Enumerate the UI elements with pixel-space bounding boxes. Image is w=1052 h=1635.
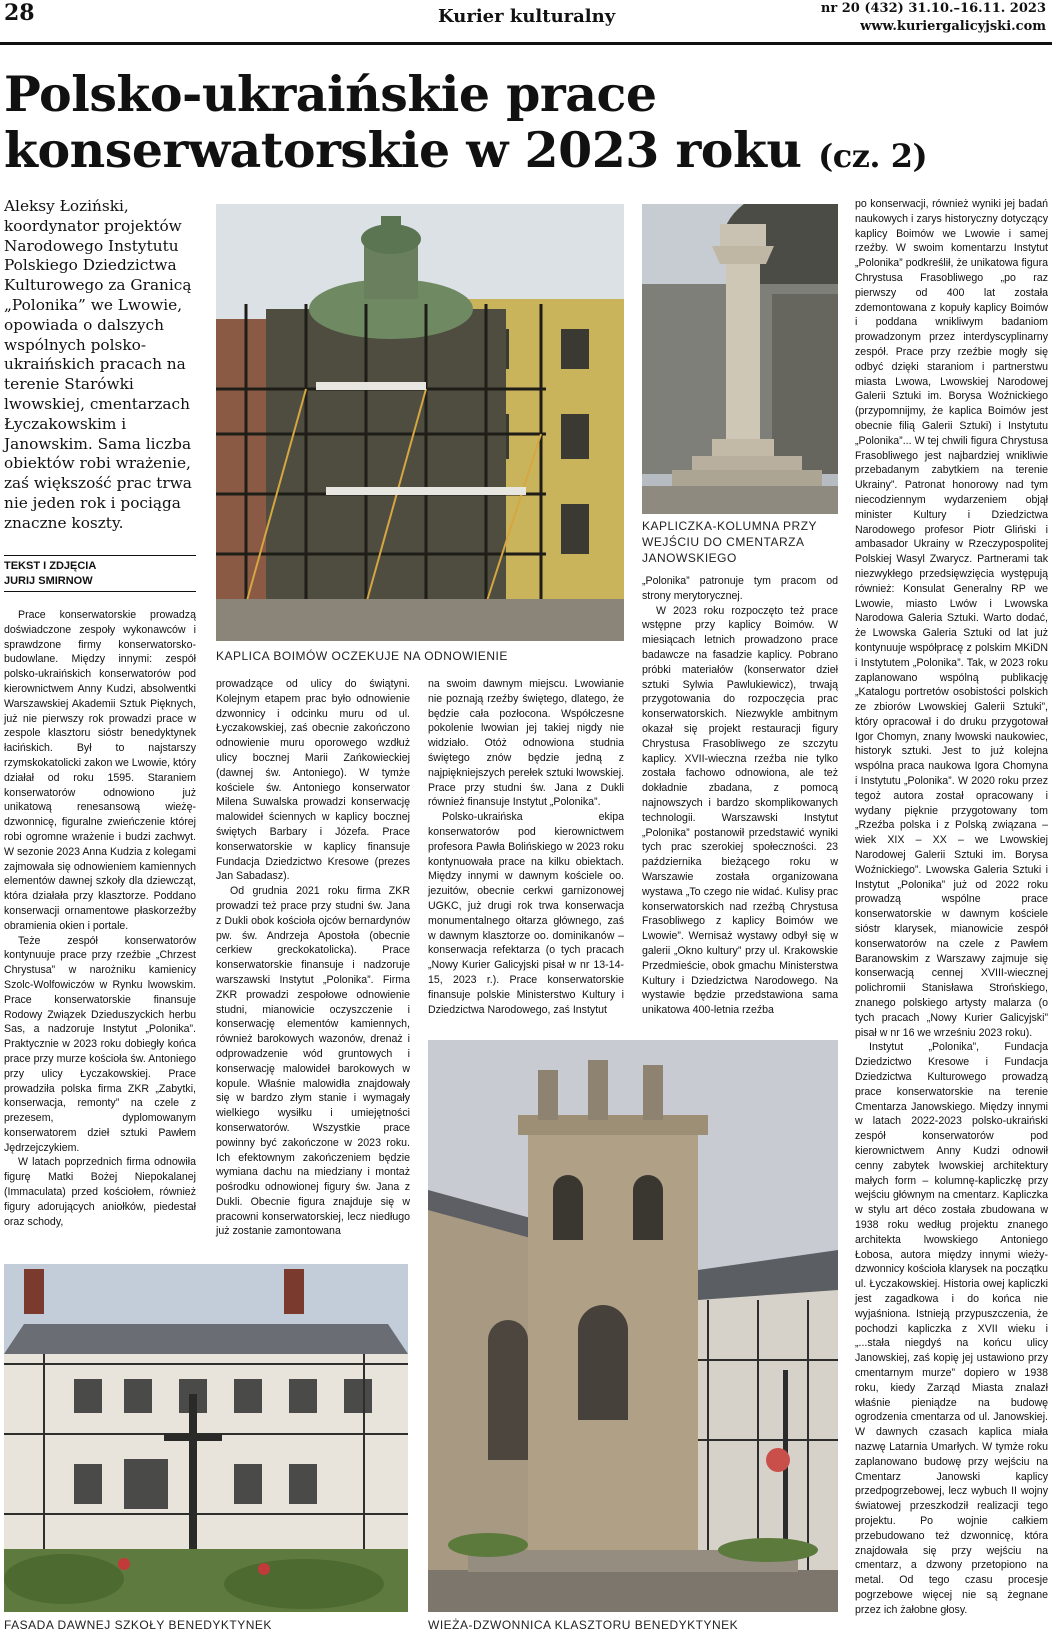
paragraph: prowadzące od ulicy do świątyni. Kolejnym etapem prac było odnowienie dzwonnicy i odcinku muru od ul. Łyczakowskiej, zaś obecnie zakończono odnowienie muru oporowego wzdłuż ulicy bocznej Marii Zańkowieckiej (dawnej św. Antoniego). W tymże kościele św. Antoniego konserwator Milena Suwalska prowadzi konserwację malowideł ściennych w kaplicy bocznej świętych Barbary i Józefa. Prace konserwatorskie w kaplicy finansuje Fundacja Dziedzictwo Kresowe (prezes Jan Sabadasz). — [216, 678, 410, 883]
photo-boim-chapel — [216, 204, 624, 641]
article-title-main: Polsko-ukraińskie prace konserwatorskie w 2023 roku — [4, 65, 802, 179]
page-number: 28 — [4, 0, 35, 26]
text-column-2 — [216, 677, 410, 1239]
paragraph: Instytut „Polonika”, Fundacja Dziedzictwo Kresowe i Fundacja Dziedzictwa Kulturowego prowadzą prace konserwatorskie na terenie Cmentarza Janowskiego. Między innymi w latach 2022-2023 polsko-ukraiński zespół konserwatorów pod kierownictwem Anny Kudzi odnowił cenny zabytek lwowskiej architektury małych form – kolumnę-kapliczkę przy wejściu głównym na cmentarz. Kapliczka w stylu art déco została zbudowana w 1938 roku według projektu znanego architekta lwowskiego Antoniego Łobosa, autora między innymi wieży-dzwonnicy kościoła klarysek na początku ul. Łyczakowskiej. Historia owej kapliczki jest zagadkowa i do końca nie wyjaśniona. Istnieją przypuszczenia, że pochodzi kapliczka z XVII wieku i „...stała niegdyś na końcu ulicy Janowskiej, zaś kopię jej ustawiono przy cmentarnym murze” dopiero w 1938 roku, kiedy Zarząd Miasta znalazł właśnie pieniądze na budowę ogrodzenia cmentarza od ul. Janowskiej. W dawnych czasach kaplica miała nazwę Latarnia Umarłych. W tymże roku zaplanowano budowę przy wejściu na Cmentarz Janowski kaplicy przedpogrzebowej, lecz wybuch II wojny światowej przeszkodził realizacji tego projektu. Po wojnie całkiem przebudowano też dzwonnicę, która znajdowała się przy wejściu na cmentarz, a dzwony przetopiono na metal. Od tego czasu procesje pogrzebowe więcej nie są żegnane przez ich żałobne głosy. — [855, 1041, 1048, 1616]
paragraph: W 2023 roku rozpoczęto też prace wstępne przy kaplicy Boimów. W miesiącach letnich prowadzono prace badawcze na fasadzie kaplicy. Pobrano próbki materiałów (konserwator dzieł sztuki Sylwia Pawlukiewicz), trwają przygotowania do rozpoczęcia prac konserwatorskich. Niezwykle ambitnym okazał się projekt restauracji figury Chrystusa Frasobliwego ze szczytu kaplicy. XVII-wieczna rzeźba nie tylko została fachowo odnowiona, ale też dokładnie zbadana, z pomocą najnowszych i bardzo skomplikowanych technologii. Warszawski Instytut „Polonika” postanowił przedstawić wyniki tych prac szerokiej społeczności. 23 października bieżącego roku w Warszawie została organizowana wystawa „To czego nie widać. Kulisy prac konserwatorskich nad rzeźbą Chrystusa Frasobliwego z kaplicy Boimów we Lwowie”. Wernisaż wystawy odbył się w galerii „Okno kultury” przy ul. Krakowskie Przedmieście, obok gmachu Ministerstwa Kultury i Dziedzictwa Narodowego. Na wystawie będzie przedstawiona sama unikatowa 400-letnia rzeźba — [642, 604, 838, 1017]
photo-bell-tower — [428, 1040, 838, 1612]
paragraph: po konserwacji, również wyniki jej badań naukowych i zarys historyczny dotyczący kaplicy Boimów we Lwowie i samej rzeźby. W swoim komentarzu Instytut „Polonika” podkreślił, że unikatowa figura Chrystusa Frasobliwego „po raz pierwszy od 400 lat została zdemontowana z kopuły kaplicy Boimów i poddana wnikliwym badaniom prowadzonym przez interdyscyplinarny zespół. Prace przy rzeźbie mogły się odbyć dzięki staraniom i partnerstwu miasta Lwowa, Lwowskiej Narodowej Galerii Sztuki im. Borysa Woźnickiego (przypomnijmy, że kaplica Boimów jest obecnie filią Galerii Sztuki) i Instytutu „Polonika”... W tej chwili figura Chrystusa Frasobliwego jest najbardziej wnikliwie przebadanym zabytkiem na terenie Ukrainy”. Patronat honorowy nad tym niecodziennym wydarzeniem objął minister Kultury i Dziedzictwa Narodowego profesor Piotr Gliński i ambasador Ukrainy w Rzeczypospolitej Polskiej Wasyl Zwarycz. Partnerami tak niezwykłego przedsięwzięcia występują również: Konsulat Generalny RP we Lwowie, miasto Lwów i Lwowska Narodowa Galeria Sztuki. Warto dodać, że Lwowska Galeria Sztuki od lat już kontynuuje współpracę z polskim MKiDN i Instytutem „Polonika”. Tak, w 2023 roku zaplanowano wspólną publikację „Katalogu portretów osobistości polskich ze zbiorów Lwowskiej Galerii Sztuki”, który opracował i do druku przygotował Igor Chomyn, znany lwowski naukowiec, historyk sztuki. Jest to już kolejna wspólna praca naukowa Igora Chomyna i Instytutu „Polonika”. W 2020 roku przez tegoż autora został opracowany i wydany pięknie przygotowany tom „Rzeźba polska i z Polską związana – wiek XIX – XX – we Lwowskiej Narodowej Galerii Sztuki im. Borysa Woźnickiego”. Lwowska Galeria Sztuki i Instytut „Polonika” już od 2022 roku prowadzą wspólne prace konserwatorskie w dawnym kościele sióstr klarysek, mianowicie zespół konserwatorów na czele z Pawłem Baranowskim z Warszawy zajmuje się konserwacją cennej XVIII-wiecznej polichromii Stanisława Strońskiego, znanego polskiego artysty malarza (o tych pracach „Nowy Kurier Galicyjski” pisał w nr 16 we wrześniu 2023 roku). — [855, 198, 1048, 1039]
photo-school-facade — [4, 1264, 408, 1612]
header-rule — [0, 42, 1052, 45]
author-credit — [4, 559, 196, 589]
photo-caption: KAPLICA BOIMÓW OCZEKUJE NA ODNOWIENIE — [216, 649, 508, 663]
issue-number: nr 20 (432) 31.10.–16.11. 2023 — [820, 1, 1046, 16]
article-lead: Aleksy Łoziński, koordynator projektów Narodowego Instytutu Polskiego Dziedzictwa Kulturowego za Granicą „Polonika” we Lwowie, opowiada o dalszych wspólnych polsko-ukraińskich pracach na terenie Starówki lwowskiej, cmentarzach Łyczakowskim i Janowskim. Sama liczba obiektów robi wrażenie, zaś większość prac trwa nie jeden rok i pociąga znaczne koszty. — [4, 197, 192, 532]
article-title — [4, 66, 1044, 184]
paragraph: na swoim dawnym miejscu. Lwowianie nie poznają rzeźby świętego, dlatego, że będzie cała pozłocona. Współczesne pokolenie lwowian jej takiej nigdy nie widziało. Otóż odnowiona studnia świętego znów będzie jedną z najpiękniejszych perełek sztuki lwowskiej. Prace przy studni św. Jana z Dukli również finansuje Instytut „Polonika”. — [428, 678, 624, 809]
photo-caption: FASADA DAWNEJ SZKOŁY BENEDYKTYNEK — [4, 1618, 272, 1632]
website-link[interactable]: www.kuriergalicyjski.com — [860, 19, 1046, 34]
text-column-4 — [642, 574, 838, 1018]
paragraph: Prace konserwatorskie prowadzą doświadczone zespoły wykonawców i sprawdzone firmy konserwatorsko-budowlane. Między innymi: zespół polsko-ukraińskich konserwatorów pod kierownictwem Anny Kudzi, absolwentki Warszawskiej Akademii Sztuk Pięknych, już nie pierwszy rok prowadzi prace w zespole klasztoru sióstr benedyktynek łacińskich. Był to najstarszy rzymskokatolicki zakon we Lwowie, który działał od roku 1595. Staraniem konserwatorów odnowiono już unikatową renesansową wieżę-dzwonnicę, figuralne zwieńczenie której robi ogromne wrażenie i budzi zachwyt. W sezonie 2023 Anna Kudzia z kolegami zajmowała się odnowieniem kamiennych elementów dawnej szkoły dla dziewcząt, która działała przy klasztorze. Poddano konserwacji ornamentowe płaskorzeźby obramienia okien i portale. — [4, 609, 196, 932]
paragraph: Polsko-ukraińska ekipa konserwatorów pod kierownictwem profesora Pawła Bolińskiego w 2023 roku kontynuowała prace na kilku obiektach. Między innymi w dawnym kościele oo. jezuitów, obecnie cerkwi garnizonowej UGKC, już drugi rok trwa konserwacja monumentalnego ołtarza głównego, zaś w dawnym klasztorze oo. dominikanów – konserwacja refektarza (o tych pracach „Nowy Kurier Galicyjski pisał w nr 13-14-15, 2023 r.). Prace konserwatorskie finansuje polskie Ministerstwo Kultury i Dziedzictwa Narodowego, zaś Instytut — [428, 811, 624, 1016]
paragraph: „Polonika” patronuje tym pracom od strony merytorycznej. — [642, 575, 838, 602]
photo-column-shrine — [642, 204, 838, 514]
issue-info — [821, 0, 1046, 36]
article-title-part: (cz. 2) — [818, 137, 928, 175]
text-column-5 — [855, 197, 1048, 1618]
paragraph: W latach poprzednich firma odnowiła figurę Matki Bożej Niepokalanej (Immaculata) przed kościołem, również figury adorujących aniołków, piedestał oraz schody, — [4, 1156, 196, 1228]
photo-caption: WIEŻA-DZWONNICA KLASZTORU BENEDYKTYNEK — [428, 1618, 739, 1632]
paragraph: Od grudnia 2021 roku firma ZKR prowadzi też prace przy studni św. Jana z Dukli obok kościoła ojców bernardynów pw. św. Andrzeja Apostoła (obecnie cerkiew greckokatolicka). Prace konserwatorskie finansuje i nadzoruje warszawski Instytut „Polonika”. Firma ZKR prowadzi zespołowe odnowienie studni, mianowicie oczyszczenie i konserwację elementów kamiennych, również barokowych wazonów, drenaż i odprowadzenie wód gruntowych i konserwację malowideł barokowych w kopule. Właśnie malowidła znajdowały się w bardzo złym stanie i wymagały wielkiego wysiłku i umiejętności konserwatorów. Wszystkie prace powinny być zakończone w 2023 roku. Ich efektownym zakończeniem będzie wymiana dachu na miedziany i montaż pośrodku odnowionej figury św. Jana z Dukli. Obecnie figura znajduje się w pracowni konserwatorskiej, lecz niedługo już zostanie zamontowana — [216, 885, 410, 1238]
credit-divider-bottom — [4, 591, 196, 592]
section-title: Kurier kulturalny — [438, 6, 616, 27]
paragraph: Teże zespół konserwatorów kontynuuje prace przy rzeźbie „Chrzest Chrystusa” w narożniku kamienicy Szolc-Wolfowiczów w Rynku lwowskim. Prace konserwatorskie finansuje Rodowy Związek Dzieduszyckich herbu Sas, a nadzoruje Instytut „Polonika”. Praktycznie w 2023 roku dobiegły końca prace przy murze kościoła św. Antoniego przy ulicy Łyczakowskiej. Prace prowadziła polska firma ZKR „Zabytki, konserwacja, remonty” na czele z prezesem, dyplomowanym konserwatorem dzieł sztuki Pawłem Jędrzejczykiem. — [4, 934, 196, 1154]
credit-divider — [4, 555, 196, 556]
credit-label: TEKST I ZDJĘCIA — [4, 560, 97, 572]
text-column-1 — [4, 608, 196, 1229]
credit-author: JURIJ SMIRNOW — [4, 575, 93, 587]
photo-caption: KAPLICZKA-KOLUMNA PRZY WEJŚCIU DO CMENTARZA JANOWSKIEGO — [642, 519, 817, 565]
text-column-3 — [428, 677, 624, 1017]
